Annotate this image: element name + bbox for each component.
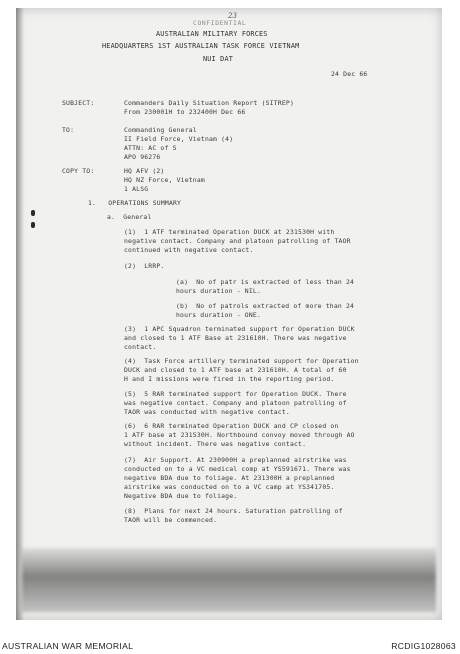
- paragraph-line: (b) No of patrols extracted of more than 24: [176, 302, 355, 310]
- document-date: 24 Dec 66: [331, 70, 368, 78]
- paragraph-line: TAOR was conducted with negative contact.: [124, 408, 290, 416]
- paragraph-line: was negative contact. Company and platoon patrolling of: [124, 399, 347, 407]
- copy-to-line: HQ AFV (2): [124, 167, 165, 175]
- subject-line: From 230001H to 232400H Dec 66: [124, 108, 246, 116]
- paragraph-line: (2) LRRP.: [124, 262, 165, 270]
- paragraph-line: (4) Task Force artillery terminated support for Operation: [124, 357, 359, 365]
- paragraph-line: airstrike was conducted on to a VC camp at YS341705.: [124, 483, 335, 491]
- footer-source: AUSTRALIAN WAR MEMORIAL: [2, 641, 134, 651]
- paragraph-line: (5) 5 RAR terminated support for Operation DUCK. There: [124, 390, 347, 398]
- paragraph-line: and closed to 1 ATF Base at 231610H. There was negative: [124, 334, 347, 342]
- paragraph-line: conducted on to a VC medical comp at YS591671. There was: [124, 465, 351, 473]
- paragraph-line: (8) Plans for next 24 hours. Saturation patrolling of: [124, 507, 343, 515]
- copy-to-line: 1 ALSG: [124, 185, 149, 193]
- paragraph-line: hours duration - ONE.: [176, 311, 261, 319]
- punch-hole: [31, 210, 35, 216]
- header-line-3: NUI DAT: [203, 55, 234, 63]
- paragraph-line: (3) 1 APC Squadron terminated support for Operation DUCK: [124, 325, 355, 333]
- paragraph-line: (7) Air Support. At 230900H a preplanned airstrike was: [124, 456, 347, 464]
- paragraph-line: hours duration - NIL.: [176, 287, 261, 295]
- paragraph-line: DUCK and closed to 1 ATF base at 231610H. A total of 60: [124, 366, 347, 374]
- subject-line: Commanders Daily Situation Report (SITREP): [124, 99, 294, 107]
- paragraph-line: (6) 6 RAR terminated Operation DUCK and CP closed on: [124, 422, 339, 430]
- handwritten-page-number: 23: [228, 12, 237, 20]
- paragraph-line: negative BDA due to foliage. At 231300H a preplanned: [124, 474, 335, 482]
- paragraph-line: contact.: [124, 343, 157, 351]
- to-label: TO:: [62, 126, 75, 134]
- paragraph-line: 1 ATF base at 231530H. Northbound convoy moved through AO: [124, 431, 355, 439]
- paragraph-line: (1) 1 ATF terminated Operation DUCK at 231530H with: [124, 228, 335, 236]
- classification-stamp: CONFIDENTIAL: [193, 19, 247, 27]
- paragraph-line: negative contact. Company and platoon patrolling of TAOR: [124, 237, 351, 245]
- footer-record-id: RCDIG1028063: [391, 641, 456, 651]
- page-edge-shadow: [16, 8, 24, 620]
- page-bottom-smudge: [22, 548, 436, 612]
- section-title: 1. OPERATIONS SUMMARY: [88, 199, 182, 207]
- paragraph-line: continued with negative contact.: [124, 246, 254, 254]
- to-line: ATTN: AC of S: [124, 144, 177, 152]
- to-line: Commanding General: [124, 126, 197, 134]
- paragraph-line: Negative BDA due to foliage.: [124, 492, 238, 500]
- to-line: APO 96276: [124, 153, 161, 161]
- header-line-2: HEADQUARTERS 1ST AUSTRALIAN TASK FORCE VIETNAM: [102, 42, 300, 50]
- paragraph-line: H and I missions were fired in the reporting period.: [124, 375, 335, 383]
- subsection-title: a. General: [107, 213, 152, 221]
- punch-hole: [31, 222, 35, 228]
- paragraph-line: (a) No of patr is extracted of less than 24: [176, 278, 355, 286]
- header-line-1: AUSTRALIAN MILITARY FORCES: [156, 30, 268, 38]
- subject-label: SUBJECT:: [62, 99, 95, 107]
- paragraph-line: without incident. There was negative contact.: [124, 440, 307, 448]
- to-line: II Field Force, Vietnam (4): [124, 135, 234, 143]
- paragraph-line: TAOR will be commenced.: [124, 516, 218, 524]
- copy-to-line: HQ NZ Force, Vietnam: [124, 176, 205, 184]
- copy-to-label: COPY TO:: [62, 167, 95, 175]
